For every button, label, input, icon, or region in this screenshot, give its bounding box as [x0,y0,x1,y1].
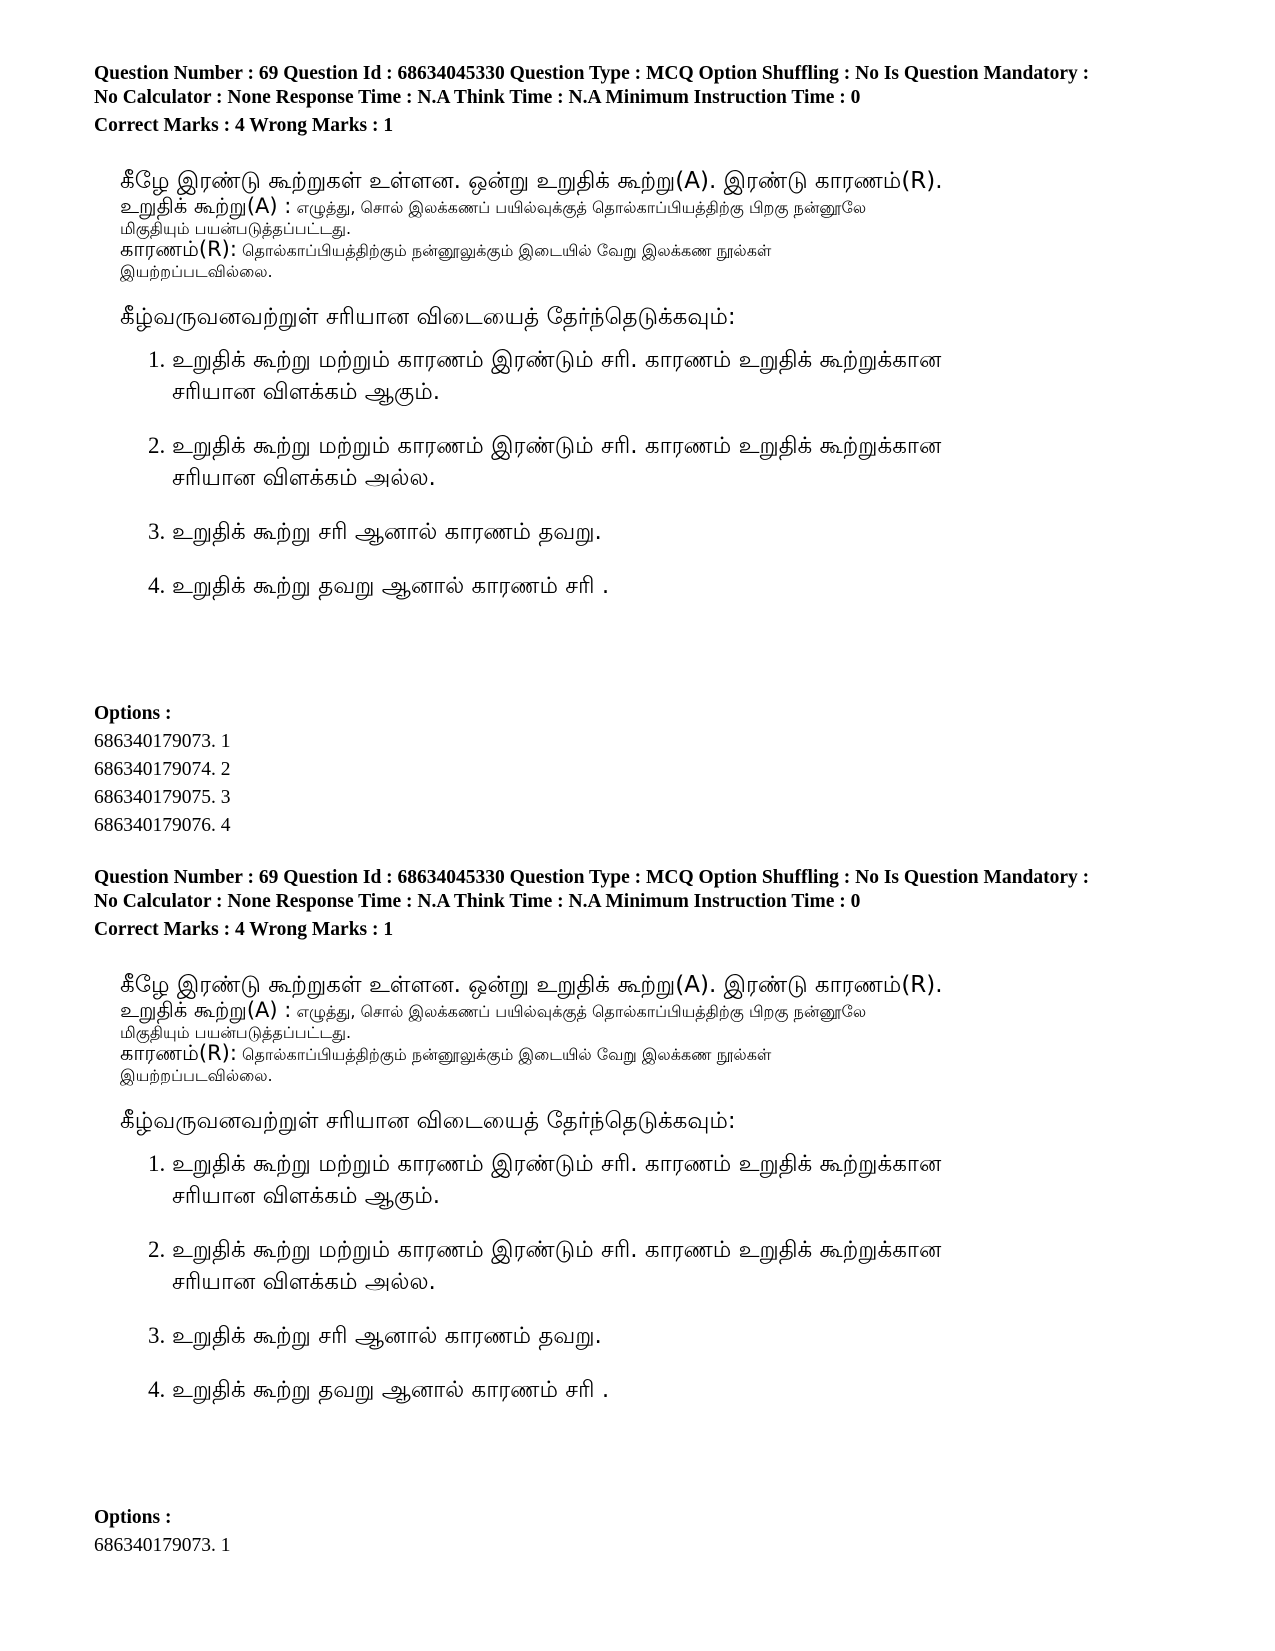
choice-text-continued: சரியான விளக்கம் ஆகும். [172,1183,441,1209]
choice-number: 3. [148,1323,166,1348]
option-row: 686340179074. 2 [94,759,231,780]
choice-number: 3. [148,519,166,544]
assertion-text-continued: மிகுதியும் பயன்படுத்தப்பட்டது. [120,219,352,238]
choice-text-continued: சரியான விளக்கம் அல்ல. [172,465,436,491]
choice-number: 4. [148,573,166,598]
option-row: 686340179075. 3 [94,787,231,808]
assertion-text: எழுத்து, சொல் இலக்கணப் பயில்வுக்குத் தொல்காப்பியத்திற்கு பிறகு நன்னூலே [296,1002,867,1021]
choice-number: 1. [148,1151,166,1176]
question-meta-line: No Calculator : None Response Time : N.A Think Time : N.A Minimum Instruction Time : 0 [94,891,861,912]
question-meta-line: No Calculator : None Response Time : N.A Think Time : N.A Minimum Instruction Time : 0 [94,87,861,108]
question-meta-line: Question Number : 69 Question Id : 68634045330 Question Type : MCQ Option Shuffling : No Is Question Mandatory : [94,63,1090,84]
choice-text: உறுதிக் கூற்று சரி ஆனால் காரணம் தவறு. [172,519,602,545]
choice-text-continued: சரியான விளக்கம் அல்ல. [172,1269,436,1295]
question-instruction: கீழ்வருவனவற்றுள் சரியான விடையைத் தேர்ந்தெடுக்கவும்: [120,1108,736,1134]
marks-line: Correct Marks : 4 Wrong Marks : 1 [94,919,394,940]
question-body [120,970,1180,1428]
assertion-line [120,196,1180,218]
choice-number: 4. [148,1377,166,1402]
question-block [94,62,1214,836]
marks-line: Correct Marks : 4 Wrong Marks : 1 [94,115,394,136]
option-row: 686340179073. 1 [94,731,231,752]
options-title: Options : [94,703,172,724]
reason-text-continued: இயற்றப்படவில்லை. [120,262,273,281]
choice-text: உறுதிக் கூற்று மற்றும் காரணம் இரண்டும் சரி. காரணம் உறுதிக் கூற்றுக்கான [172,1151,942,1177]
question-meta [94,62,1214,138]
choice-text: உறுதிக் கூற்று தவறு ஆனால் காரணம் சரி . [172,1377,610,1403]
question-body [120,166,1180,624]
question-meta-line: Question Number : 69 Question Id : 68634045330 Question Type : MCQ Option Shuffling : No Is Question Mandatory : [94,867,1090,888]
reason-line [120,1043,1180,1065]
reason-text: தொல்காப்பியத்திற்கும் நன்னூலுக்கும் இடையில் வேறு இலக்கண நூல்கள் [242,241,772,260]
choice-list [120,344,1180,602]
choice-text-continued: சரியான விளக்கம் ஆகும். [172,379,441,405]
choice-item [120,1148,1180,1212]
question-intro: கீழே இரண்டு கூற்றுகள் உள்ளன. ஒன்று உறுதிக் கூற்று(A). இரண்டு காரணம்(R). [120,168,943,194]
choice-item [120,1320,1180,1352]
reason-text-continued: இயற்றப்படவில்லை. [120,1066,273,1085]
choice-item [120,1374,1180,1406]
assertion-text: எழுத்து, சொல் இலக்கணப் பயில்வுக்குத் தொல்காப்பியத்திற்கு பிறகு நன்னூலே [296,198,867,217]
assertion-label: உறுதிக் கூற்று(A) : [120,998,292,1022]
option-row: 686340179076. 4 [94,815,231,836]
options-list [94,1504,231,1560]
choice-text: உறுதிக் கூற்று மற்றும் காரணம் இரண்டும் சரி. காரணம் உறுதிக் கூற்றுக்கான [172,1237,942,1263]
assertion-label: உறுதிக் கூற்று(A) : [120,194,292,218]
options-list [94,700,231,840]
choice-text: உறுதிக் கூற்று மற்றும் காரணம் இரண்டும் சரி. காரணம் உறுதிக் கூற்றுக்கான [172,433,942,459]
choice-item [120,1234,1180,1298]
reason-text: தொல்காப்பியத்திற்கும் நன்னூலுக்கும் இடையில் வேறு இலக்கண நூல்கள் [242,1045,772,1064]
question-instruction: கீழ்வருவனவற்றுள் சரியான விடையைத் தேர்ந்தெடுக்கவும்: [120,304,736,330]
options-title: Options : [94,1507,172,1528]
reason-label: காரணம்(R): [120,237,237,261]
question-meta [94,866,1214,942]
choice-item [120,430,1180,494]
question-block [94,866,1214,1556]
assertion-line [120,1000,1180,1022]
reason-line [120,239,1180,261]
choice-number: 2. [148,1237,166,1262]
choice-item [120,570,1180,602]
choice-number: 2. [148,433,166,458]
assertion-text-continued: மிகுதியும் பயன்படுத்தப்பட்டது. [120,1023,352,1042]
reason-label: காரணம்(R): [120,1041,237,1065]
choice-text: உறுதிக் கூற்று தவறு ஆனால் காரணம் சரி . [172,573,610,599]
choice-item [120,516,1180,548]
choice-item [120,344,1180,408]
option-row: 686340179073. 1 [94,1535,231,1556]
choice-number: 1. [148,347,166,372]
choice-text: உறுதிக் கூற்று மற்றும் காரணம் இரண்டும் சரி. காரணம் உறுதிக் கூற்றுக்கான [172,347,942,373]
choice-text: உறுதிக் கூற்று சரி ஆனால் காரணம் தவறு. [172,1323,602,1349]
question-intro: கீழே இரண்டு கூற்றுகள் உள்ளன. ஒன்று உறுதிக் கூற்று(A). இரண்டு காரணம்(R). [120,972,943,998]
choice-list [120,1148,1180,1406]
